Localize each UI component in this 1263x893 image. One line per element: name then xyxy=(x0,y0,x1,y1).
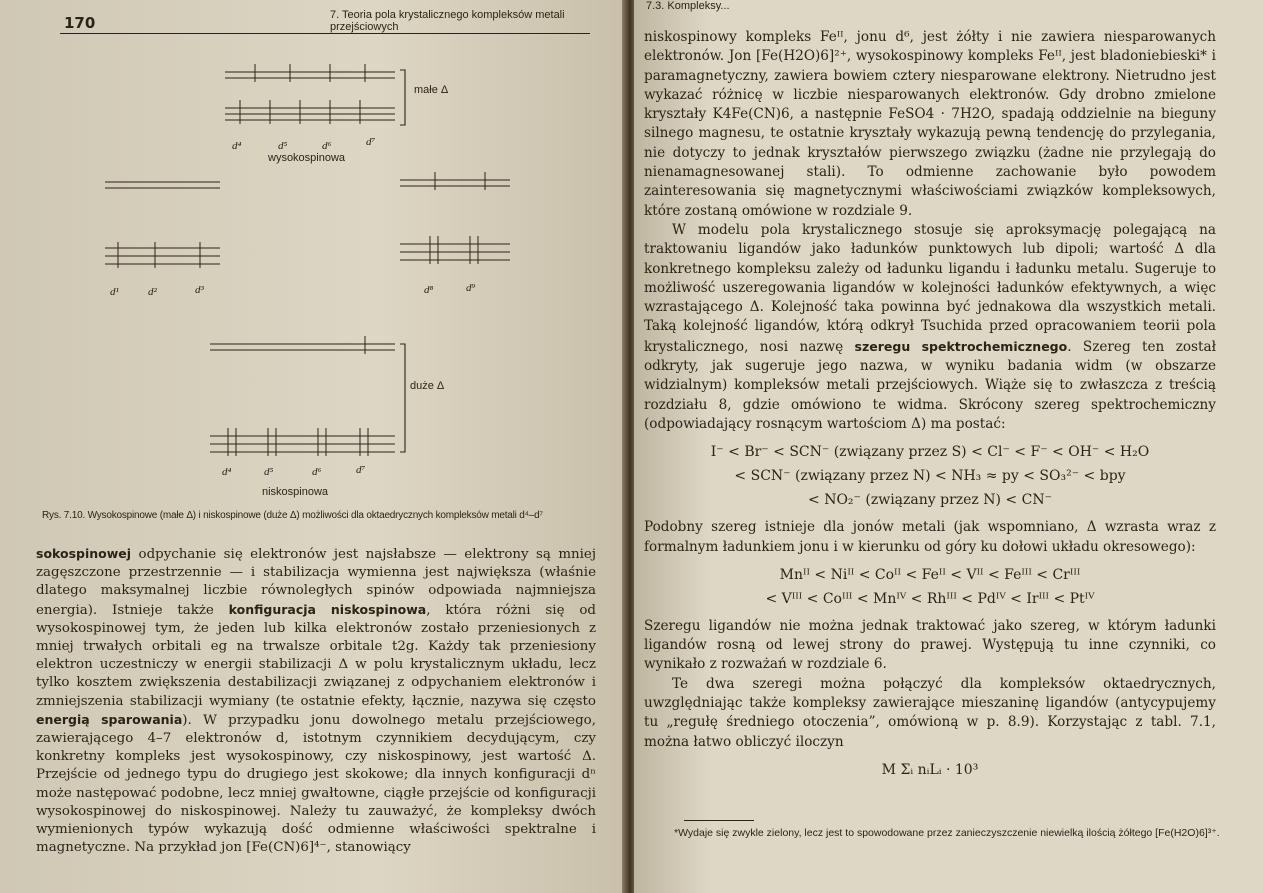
config-label: d⁹ xyxy=(466,282,476,294)
spectrochemical-series xyxy=(644,440,1216,512)
orbital-diagram xyxy=(0,0,626,510)
figure-caption: Rys. 7.10. Wysokospinowe (małe Δ) i niskospinowe (duże Δ) możliwości dla oktaedrycznych kompleksów metali d⁴–d⁷ xyxy=(42,510,543,521)
bold-term: energią sparowania xyxy=(36,711,183,727)
running-header: 7.3. Kompleksy... xyxy=(646,0,730,12)
bold-term: konfiguracja niskospinowa xyxy=(228,601,427,617)
left-body-text xyxy=(36,545,596,857)
paragraph xyxy=(644,221,1216,434)
paragraph: Te dwa szeregi można połączyć dla kompleksów oktaedrycznych, uwzględniając także kompleksy zawierające mieszaninę ligandów (antycypujemy tu „regułę średniego otoczenia”, omówioną w p. 8.9). Korzystając z tabl. 7.1, można łatwo obliczyć iloczyn xyxy=(644,675,1216,750)
right-page xyxy=(634,0,1263,893)
right-body-text xyxy=(644,28,1216,788)
config-label: d⁵ xyxy=(264,466,274,478)
small-delta-label: małe Δ xyxy=(414,84,449,96)
footnote-rule xyxy=(684,820,754,821)
series-line: I⁻ < Br⁻ < SCN⁻ (związany przez S) < Cl⁻ < F⁻ < OH⁻ < H₂O xyxy=(710,444,1150,461)
metal-ion-series xyxy=(644,563,1216,611)
product-formula: M Σᵢ nᵢLᵢ · 10³ xyxy=(881,761,979,778)
config-label: d⁸ xyxy=(424,284,434,296)
paragraph: Szeregu ligandów nie można jednak traktować jako szereg, w którym ładunki ligandów rosną od lewej strony do prawej. Występują tu inne czynniki, co wynikało z rozważań w rozdziale 6. xyxy=(644,617,1216,673)
paragraph: niskospinowy kompleks Feᴵᴵ, jonu d⁶, jest żółty i nie zawiera niesparowanych elektronów. Jon [Fe(H2O)6]²⁺, wysokospinowy kompleks Feᴵᴵ, jest bladoniebieski* i paramagnetyczny, zawiera bowiem cztery niesparowane elektrony. Nietrudno jest wykazać różnicę w liczbie niesparowanych elektronów. Gdy drobno zmielone kryształy K4Fe(CN)6, a następnie FeSO4 · 7H2O, spadają oddzielnie na bieguny silnego magnesu, te ostatnie kryształy wykazują pewną tendencję do przylegania, nie dotyczy to jednak kryształów pierwszego związku (żadne nie przylegają do nienamagnesowanej stali). To odmienne zachowanie było powodem zainteresowania się magnetycznymi właściwościami związków kompleksowych, które zostaną omówione w rozdziale 9. xyxy=(644,29,1216,219)
config-label: d³ xyxy=(195,284,204,296)
config-label: d⁶ xyxy=(322,140,332,152)
body-text: , która różni się od wysokospinowej tym, że jeden lub kilka elektronów zostało przeniesionych z mniej trwałych orbitali eg na trwalsze orbitale t2g. Każdy tak przeniesiony elektron uczestniczy w energii stabilizacji Δ w polu krystalicznym układu, lecz tylko kosztem zwiększenia destabilizacji związanej z odpychaniem elektronów i zmniejszenia stabilizacji wymiany (te ostatnie efekty, łącznie, nazywa się często xyxy=(36,602,596,709)
bold-term: szeregu spektrochemicznego xyxy=(854,338,1068,354)
high-spin-label: wysokospinowa xyxy=(268,152,346,164)
series-line: Mnᴵᴵ < Niᴵᴵ < Coᴵᴵ < Feᴵᴵ < Vᴵᴵ < Feᴵᴵᴵ < Crᴵᴵᴵ xyxy=(779,566,1081,583)
low-spin-label: niskospinowa xyxy=(262,486,329,498)
page-number: 170 xyxy=(64,14,96,32)
body-text: W modelu pola krystalicznego stosuje się aproksymację polegającą na traktowaniu ligandów jako ładunków punktowych lub dipoli; wartość Δ dla konkretnego kompleksu zależy od ładunku ligandu i ładunku metalu. Sugeruje to możliwość uszeregowania ligandów w kolejności ładunków efektywnych, a więc wzrastającego Δ. Kolejność taka powinna być jednakowa dla wszystkich metali. Taką kolejność ligandów, którą odkrył Tsuchida przed opracowaniem teorii pola krystalicznego, nosi nazwę xyxy=(644,221,1216,355)
series-line: < SCN⁻ (związany przez N) < NH₃ ≈ py < SO₃²⁻ < bpy xyxy=(734,468,1126,485)
large-delta-label: duże Δ xyxy=(410,380,445,392)
config-label: d¹ xyxy=(110,286,119,298)
body-text: ). W przypadku jonu dowolnego metalu przejściowego, zawierającego 4–7 elektronów d, istotnym czynnikiem decydującym, czy konkretny kompleks jest wysokospinowy, czy niskospinowy, jest wartość Δ. Przejście od jednego typu do drugiego jest skokowe; dla innych konfiguracji dⁿ może następować podobne, lecz mniej gwałtowne, ciągłe przejście od konfiguracji wysokospinowej do niskospinowej. Należy tu zauważyć, że kompleksy dwóch wymienionych typów wykazują dość odmienne właściwości spektralne i magnetyczne. Na przykład jon [Fe(CN)6]⁴⁻, stanowiący xyxy=(36,712,596,856)
config-label: d⁴ xyxy=(232,140,242,152)
bold-term: sokospinowej xyxy=(36,546,132,561)
config-label: d⁵ xyxy=(278,140,288,152)
series-line: < NO₂⁻ (związany przez N) < CN⁻ xyxy=(808,492,1052,509)
series-line: < Vᴵᴵᴵ < Coᴵᴵᴵ < Mnᴵⱽ < Rhᴵᴵᴵ < Pdᴵⱽ < Irᴵᴵᴵ < Ptᴵⱽ xyxy=(765,590,1095,607)
config-label: d⁷ xyxy=(356,464,366,476)
body-text: odpychanie się elektronów jest najsłabsze — elektrony są mniej zagęszczone przestrzennie — i stabilizacja wymienna jest największa (właśnie dlatego maksymalnej liczbie równoległych spinów odpowiada najmniejsza energia). Istnieje także xyxy=(36,547,596,618)
config-label: d² xyxy=(148,286,157,298)
paragraph: Podobny szereg istnieje dla jonów metali (jak wspomniano, Δ wzrasta wraz z formalnym ładunkiem jonu i w kierunku od góry ku dołowi układu okresowego): xyxy=(644,519,1216,555)
config-label: d⁶ xyxy=(312,466,322,478)
running-header: 7. Teoria pola krystalicznego kompleksów metali przejściowych xyxy=(330,9,565,33)
config-label: d⁴ xyxy=(222,466,232,478)
left-page xyxy=(0,0,626,893)
config-label: d⁷ xyxy=(366,136,376,148)
body-text: . Szereg ten został odkryty, jak sugeruje jego nazwa, w wyniku badania widm (w obszarze widzialnym) kompleksów metali przejściowych. Wiąże się to zwłaszcza z treścią rozdziału 8, gdzie omówiono te widma. Skrócony szereg spektrochemiczny (odpowiadający rosnącym wartościom Δ) ma postać: xyxy=(644,338,1216,432)
footnote: *Wydaje się zwykle zielony, lecz jest to spowodowane przez zanieczyszczenie niewielką ilością żółtego [Fe(H2O)6]³⁺. xyxy=(674,827,1220,839)
